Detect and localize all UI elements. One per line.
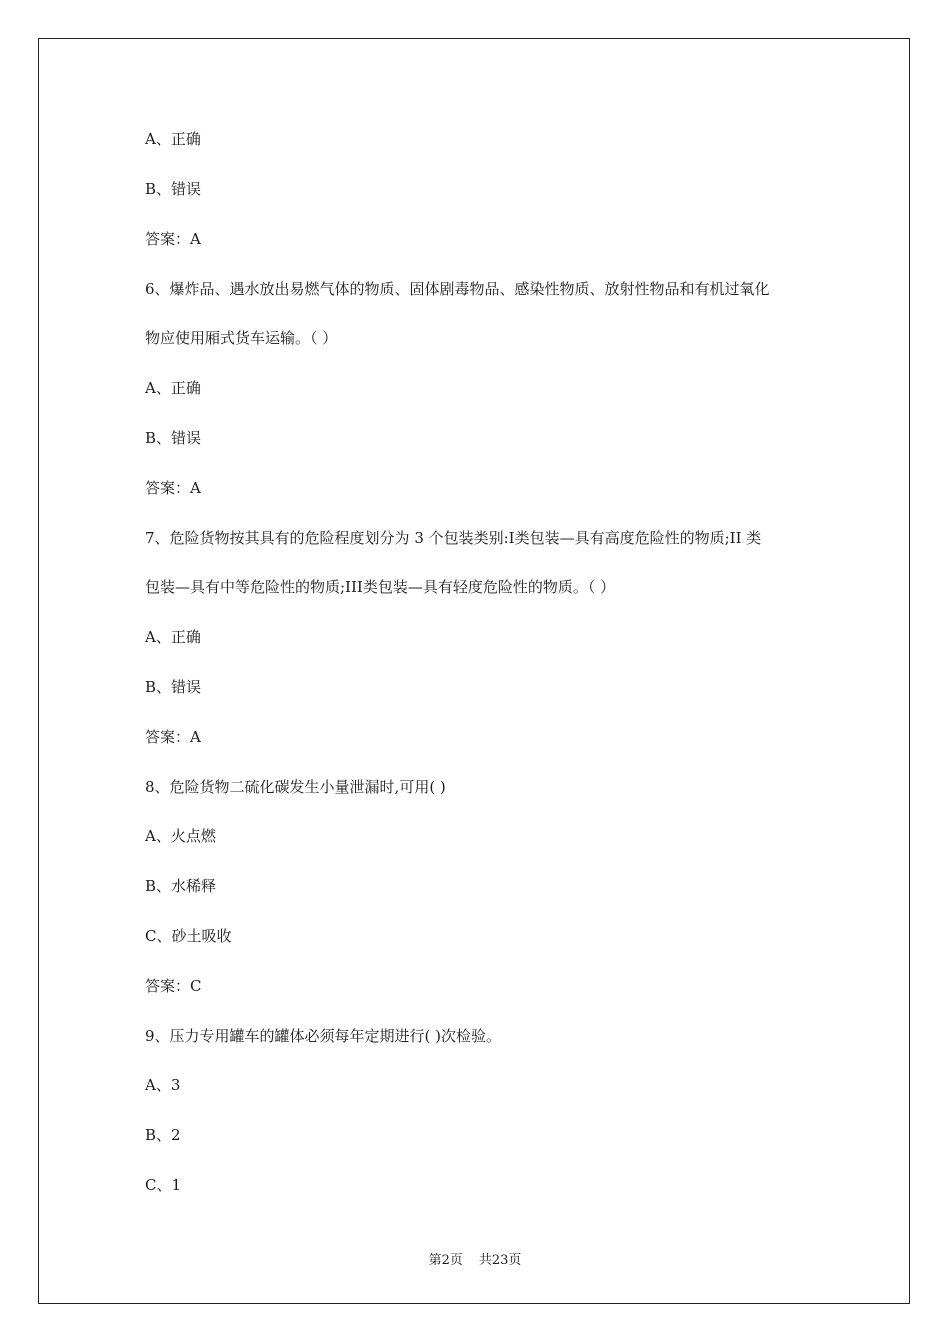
page-border: [38, 38, 910, 1304]
question-line: 8、危险货物二硫化碳发生小量泄漏时,可用( ): [145, 778, 446, 796]
page-number: 第2页: [428, 1253, 463, 1268]
answer-line: 答案：C: [145, 977, 202, 995]
page-footer: [0, 1249, 950, 1268]
option-line: B、水稀释: [145, 877, 217, 895]
option-line: A、正确: [145, 628, 201, 646]
option-line: A、3: [145, 1076, 181, 1094]
option-line: B、错误: [145, 429, 202, 447]
option-line: A、正确: [145, 379, 201, 397]
option-line: C、砂土吸收: [145, 927, 232, 945]
option-line: B、错误: [145, 678, 202, 696]
option-line: C、1: [145, 1176, 182, 1194]
answer-line: 答案：A: [145, 479, 201, 497]
answer-line: 答案：A: [145, 728, 201, 746]
question-line: 物应使用厢式货车运输。（ ）: [145, 329, 338, 347]
question-line: 7、危险货物按其具有的危险程度划分为 3 个包装类别:I类包装—具有高度危险性的物质;II 类: [145, 529, 762, 547]
option-line: A、火点燃: [145, 827, 216, 845]
question-line: 6、爆炸品、遇水放出易燃气体的物质、固体剧毒物品、感染性物质、放射性物品和有机过氧化: [145, 280, 770, 298]
answer-line: 答案：A: [145, 230, 201, 248]
option-line: B、错误: [145, 180, 202, 198]
page-total: 共23页: [478, 1253, 522, 1268]
option-line: A、正确: [145, 130, 201, 148]
question-line: 9、压力专用罐车的罐体必须每年定期进行( )次检验。: [145, 1027, 502, 1045]
option-line: B、2: [145, 1126, 181, 1144]
question-line: 包装—具有中等危险性的物质;III类包装—具有轻度危险性的物质。（ ）: [145, 578, 616, 596]
